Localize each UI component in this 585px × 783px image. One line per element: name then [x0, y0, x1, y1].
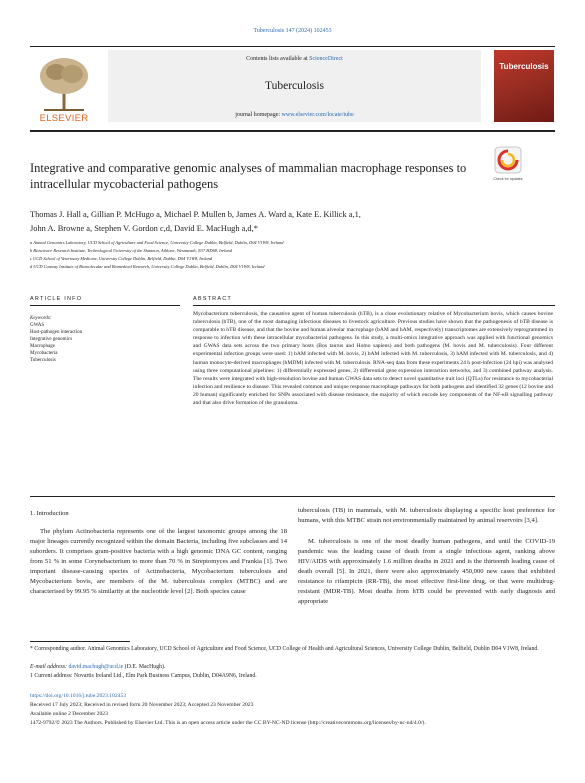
keyword-item: Tuberculosis — [30, 358, 56, 363]
abstract-bottom-rule — [30, 496, 555, 497]
abstract-rule — [193, 305, 555, 306]
introduction-right-paragraph-2: M. tuberculosis is one of the most deadly human pathogens, and until the COVID-19 pandemic was the leading cause of death from a single infectious agent, ranking above HIV/AIDS with approximately 1.6 million deaths in 2021 and is the thirteenth leading cause of death overall [5]. In 2021, there were also approximately 450,000 new cases that exhibited resistance to rifampicin (RR-TB), the most effective first-line drug, or that were multidrug-resistant (MDR-TB). Most deaths from hTB could be prevented with early diagnosis and appropriate — [298, 538, 555, 605]
email-suffix: (D.E. MacHugh). — [123, 664, 166, 670]
footnote-corresponding-author: * Corresponding author. Animal Genomics Laboratory, UCD School of Agriculture and Food Science, UCD College of Health and Agricultural Sciences, University College Dublin, Belfield, Dublin D04 V1W8, Ireland. — [30, 646, 539, 652]
elsevier-wordmark: ELSEVIER — [39, 113, 89, 124]
introduction-right-paragraph-1: tuberculosis (TB) in mammals, with M. tuberculosis displaying a specific host preference for humans, with this MTBC strain not environmentally maintained by animal reservoirs [3,4]. — [298, 507, 555, 524]
footnote-rule — [30, 641, 130, 642]
keyword-item: Integrative genomics — [30, 337, 73, 342]
affiliation-d: d UCD Conway Institute of Biomolecular and Biomedical Research, University College Dublin, Belfield, Dublin, D04 V1W8, Ireland — [30, 264, 265, 269]
affiliation-a: a Animal Genomics Laboratory, UCD School of Agriculture and Food Science, University College Dublin, Belfield, Dublin, D04 V1W8, Ireland — [30, 240, 284, 245]
journal-cover-image — [494, 50, 554, 122]
abstract-heading: ABSTRACT — [193, 296, 232, 302]
contents-prefix: Contents lists available at — [246, 56, 310, 62]
keyword-item: Host-pathogen interaction — [30, 330, 83, 335]
journal-cover-title: Tuberculosis — [499, 62, 549, 71]
keyword-item: Macrophage — [30, 344, 55, 349]
journal-homepage-line — [108, 112, 481, 118]
author-line-1[interactable]: Thomas J. Hall a, Gillian P. McHugo a, Michael P. Mullen b, James A. Ward a, Kate E. Killick a,1, — [30, 210, 361, 219]
email-label: E-mail address: — [30, 664, 69, 670]
abstract-text: Mycobacterium tuberculosis, the causative agent of human tuberculosis (hTB), is a close evolutionary relative of Mycobacterium bovis, which causes bovine tuberculosis (bTB), one of the most damaging infectious diseases to livestock agriculture. Previous studies have shown that the pathogenesis of bTB disease is comparable to hTB disease, and that the bovine and human alveolar macrophage (bAM and hAM, respectively) transcriptomes are extensively reprogrammed in response to infection with these intracellular mycobacterial pathogens. In this study, a multi-omics integrative approach was applied with functional genomics and GWAS data sets across the two primary hosts (Bos taurus and Homo sapiens) and both pathogens (M. bovis and M. tuberculosis). Four different experimental infection groups were used: 1) bAM infected with M. bovis, 2) bAM infected with M. tuberculosis, 3) hAM infected with M. tuberculosis, and 4) human monocyte-derived macrophages (hMDM) infected with M. tuberculosis. RNA-seq data from these experiments 24 h post-infection (24 hpi) was analysed using three computational pipelines: 1) differentially expressed genes, 2) differential gene expression interaction networks, and 3) combined pathway analysis. The results were integrated with high-resolution bovine and human GWAS data sets to detect novel quantitative trait loci (QTLs) for resistance to mycobacterial infection and resilience to disease. This revealed common and unique response macrophage pathways for both pathogens and identified 32 genes (12 bovine and 20 human) significantly enriched for SNPs associated with disease resistance, the majority of which encode key components of the NF-κB signalling pathway and that also drive formation of the granuloma. — [193, 311, 553, 407]
article-title: Integrative and comparative genomic analyses of mammalian macrophage responses to intracellular mycobacterial pathogens — [30, 161, 467, 191]
author-line-2[interactable]: John A. Browne a, Stephen V. Gordon c,d, David E. MacHugh a,d,* — [30, 224, 258, 233]
available-online-date: Available online 2 December 2023 — [30, 711, 108, 717]
keyword-item: Mycobacteria — [30, 351, 58, 356]
footnote-email — [30, 663, 555, 672]
affiliation-b: b Bioscience Research Institute, Technological University of the Shannon, Athlone, Westmeath, N37 HD68, Ireland — [30, 248, 232, 253]
introduction-heading: 1. Introduction — [30, 510, 69, 517]
check-for-updates-icon[interactable] — [493, 145, 523, 175]
check-for-updates-label[interactable]: Check for updates — [493, 177, 523, 181]
license-statement[interactable]: 1472-9792/© 2023 The Authors. Published by Elsevier Ltd. This is an open access article under the CC BY-NC-ND license (http://creativecommons.org/licenses/by-nc-nd/4.0/). — [30, 720, 426, 726]
homepage-prefix: journal homepage: — [235, 112, 282, 118]
keyword-item: GWAS — [30, 323, 45, 328]
email-link[interactable]: david.machugh@ucd.ie — [68, 664, 124, 670]
article-info-rule — [30, 305, 180, 306]
received-dates: Received 17 July 2023; Received in revised form 20 November 2023; Accepted 23 November 2023 — [30, 702, 254, 708]
homepage-link[interactable]: www.elsevier.com/locate/tube — [281, 112, 354, 118]
header-top-rule — [30, 46, 555, 47]
contents-available-line — [108, 56, 481, 62]
doi-link[interactable]: https://doi.org/10.1016/j.tube.2023.102453 — [30, 693, 127, 699]
journal-citation-link[interactable]: Tuberculosis 147 (2024) 102453 — [253, 28, 332, 34]
article-info-heading: ARTICLE INFO — [30, 296, 83, 302]
sciencedirect-link[interactable]: ScienceDirect — [309, 56, 343, 62]
affiliation-c: c UCD School of Veterinary Medicine, University College Dublin, Belfield, Dublin, D04 V1W8, Ireland — [30, 256, 213, 261]
footnote-current-address: 1 Current address: Novartis Ireland Ltd., Elm Park Business Campus, Dublin, D04A9N6, Ireland. — [30, 673, 257, 679]
introduction-left-column: The phylum Actinobacteria represents one of the largest taxonomic groups among the 18 major lineages currently recognized within the domain Bacteria, including five subclasses and 14 suborders. It comprises gram-positive bacteria with a high genomic DNA GC content, ranging from 51 % in some Corynebacterium to more than 70 % in Streptomyces and Frankia [1]. Two important disease-causing species of Actinobacteria, Mycobacterium tuberculosis and Mycobacterium bovis, are members of the M. tuberculosis complex (MTBC) and are characterised by 99.95 % similarity at the nucleotide level [2]. Both species cause — [30, 528, 287, 595]
journal-name: Tuberculosis — [265, 80, 324, 92]
keywords-label: Keywords: — [30, 316, 52, 321]
header-bottom-rule — [30, 130, 555, 132]
author-list — [30, 208, 550, 236]
